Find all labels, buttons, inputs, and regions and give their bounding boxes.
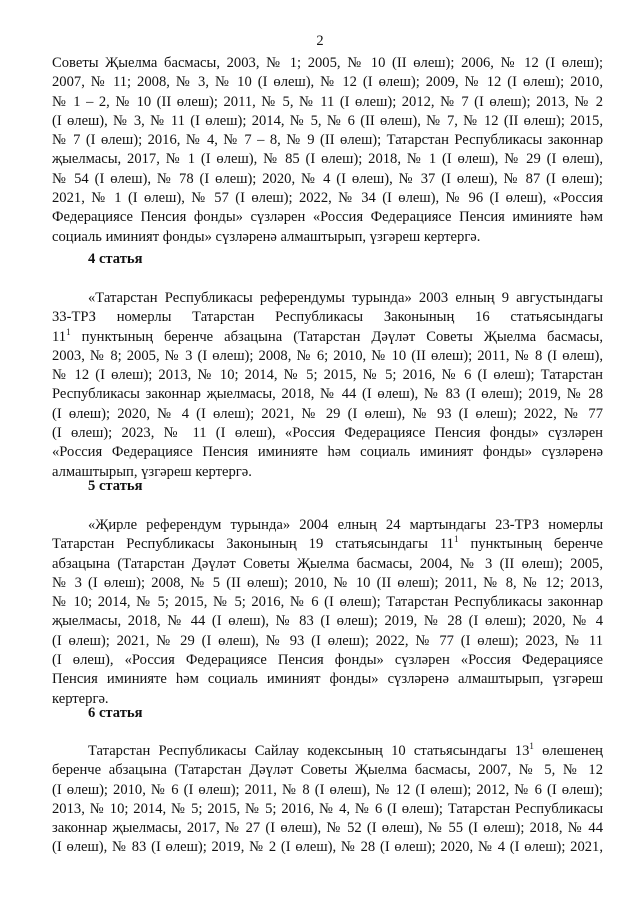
text-fragment: пунктының беренче абзацына (Татарстан Дәүләт Советы Җыелма басмасы,: [70, 328, 603, 345]
text-line: социаль иминият фонды» сүзләренә алмаштырып, үзгәреш кертергә.: [52, 228, 481, 245]
text-line: [52, 535, 603, 554]
text-line: абзацына (Татарстан Дәүләт Советы Җыелма басмасы, 2004, № 3 (II өлеш); 2005,: [52, 555, 603, 572]
text-line: «Җирле референдум турында» 2004 елның 24 мартындагы 23-ТРЗ номерлы: [88, 517, 603, 533]
superscript: 1: [66, 326, 71, 337]
article-6-paragraph: [52, 742, 603, 858]
point-number: 11: [52, 328, 67, 345]
text-line: кертергә.: [52, 690, 109, 707]
text-line: (I өлеш), № 3, № 11 (I өлеш); 2014, № 5, № 6 (II өлеш), № 7, № 12 (II өлеш); 2015,: [52, 112, 603, 129]
text-line: 2003, № 8; 2005, № 3 (I өлеш); 2008, № 6; 2010, № 10 (II өлеш); 2011, № 8 (I өлеш),: [52, 347, 603, 364]
text-line: (I өлеш); 2023, № 11 (I өлеш), «Россия Федерациясе Пенсия фонды» сүзләрен: [52, 425, 603, 442]
superscript: 1: [529, 741, 534, 752]
text-fragment: Татарстан Республикасы Сайлау кодексының 10 статьясындагы 13: [88, 743, 530, 759]
article-5-paragraph: [52, 516, 603, 709]
text-line: алмаштырып, үзгәреш кертергә.: [52, 463, 252, 480]
text-line: № 1 – 2, № 10 (II өлеш); 2011, № 5, № 11 (I өлеш); 2012, № 7 (I өлеш); 2013, № 2: [52, 93, 603, 110]
text-line: Федерациясе Пенсия фонды» сүзләрен «Россия Федерациясе Пенсия иминияте һәм: [52, 209, 603, 226]
intro-paragraph: [52, 54, 603, 247]
text-line: 2007, № 11; 2008, № 3, № 10 (I өлеш), № 12 (I өлеш); 2009, № 12 (I өлеш); 2010,: [52, 74, 603, 91]
text-line: җыелмасы, 2018, № 44 (I өлеш), № 83 (I өлеш); 2019, № 28 (I өлеш); 2020, № 4: [52, 613, 603, 630]
text-line: Советы Җыелма басмасы, 2003, № 1; 2005, № 10 (II өлеш); 2006, № 12 (I өлеш);: [52, 55, 603, 71]
text-line: № 10; 2014, № 5; 2015, № 5; 2016, № 6 (I өлеш); Татарстан Республикасы законнар: [52, 594, 603, 611]
text-fragment: Татарстан Республикасы Законының 19 статьясындагы 11: [52, 536, 454, 553]
text-line: җыелмасы, 2017, № 1 (I өлеш), № 85 (I өлеш); 2018, № 1 (I өлеш), № 29 (I өлеш),: [52, 151, 603, 168]
text-line: Пенсия иминияте һәм социаль иминият фонды» сүзләренә алмаштырып, үзгәреш: [52, 671, 603, 688]
text-fragment: пунктының беренче: [458, 536, 603, 553]
superscript: 1: [453, 534, 459, 545]
article-6-heading: 6 статья: [88, 705, 143, 721]
text-line: (I өлеш); 2021, № 29 (I өлеш), № 93 (I өлеш); 2022, № 77 (I өлеш); 2023, № 11: [52, 632, 603, 649]
text-line: 33-ТРЗ номерлы Татарстан Республикасы Законының 16 статьясындагы: [52, 309, 603, 326]
text-line: «Татарстан Республикасы референдумы турында» 2003 елның 9 августындагы: [88, 290, 603, 306]
text-line: Республикасы законнар җыелмасы, 2018, № 44 (I өлеш), № 83 (I өлеш); 2019, № 28: [52, 386, 603, 403]
text-line: 2013, № 10; 2014, № 5; 2015, № 5; 2016, № 4, № 6 (I өлеш); Татарстан Республикасы: [52, 800, 603, 817]
text-line: № 12 (I өлеш); 2013, № 10; 2014, № 5; 2015, № 5; 2016, № 6 (I өлеш); Татарстан: [52, 367, 603, 384]
article-4-heading: 4 статья: [88, 251, 143, 267]
article-4-paragraph: [52, 289, 603, 482]
text-line: (I өлеш), «Россия Федерациясе Пенсия фонды» сүзләрен «Россия Федерациясе: [52, 652, 603, 669]
text-line: [52, 742, 603, 761]
article-5-heading: 5 статья: [88, 478, 143, 494]
text-line: беренче абзацына (Татарстан Дәүләт Советы Җыелма басмасы, 2007, № 5, № 12: [52, 762, 603, 779]
text-line: [52, 328, 603, 347]
text-line: № 54 (I өлеш), № 78 (I өлеш); 2020, № 4 (I өлеш), № 37 (I өлеш), № 87 (I өлеш);: [52, 170, 603, 187]
text-line: «Россия Федерациясе Пенсия иминияте һәм социаль иминият фонды» сүзләренә: [52, 444, 603, 461]
page-number: 2: [316, 33, 324, 49]
text-line: № 7 (I өлеш); 2016, № 4, № 7 – 8, № 9 (II өлеш); Татарстан Республикасы законнар: [52, 132, 603, 149]
text-line: законнар җыелмасы, 2017, № 27 (I өлеш), № 52 (I өлеш), № 55 (I өлеш); 2018, № 44: [52, 820, 603, 837]
text-line: (I өлеш); 2010, № 6 (I өлеш); 2011, № 8 (I өлеш), № 12 (I өлеш); 2012, № 6 (I өлеш);: [52, 781, 603, 798]
text-line: (I өлеш); 2020, № 4 (I өлеш); 2021, № 29 (I өлеш), № 93 (I өлеш); 2022, № 77: [52, 405, 603, 422]
text-fragment: өлешенең: [533, 743, 603, 759]
text-line: (I өлеш), № 83 (I өлеш); 2019, № 2 (I өлеш), № 28 (I өлеш); 2020, № 4 (I өлеш); 2021,: [52, 839, 603, 856]
text-line: № 3 (I өлеш); 2008, № 5 (II өлеш); 2010, № 10 (II өлеш); 2011, № 8, № 12; 2013,: [52, 574, 603, 591]
text-line: 2021, № 1 (I өлеш), № 57 (I өлеш); 2022, № 34 (I өлеш), № 96 (I өлеш), «Россия: [52, 190, 603, 207]
